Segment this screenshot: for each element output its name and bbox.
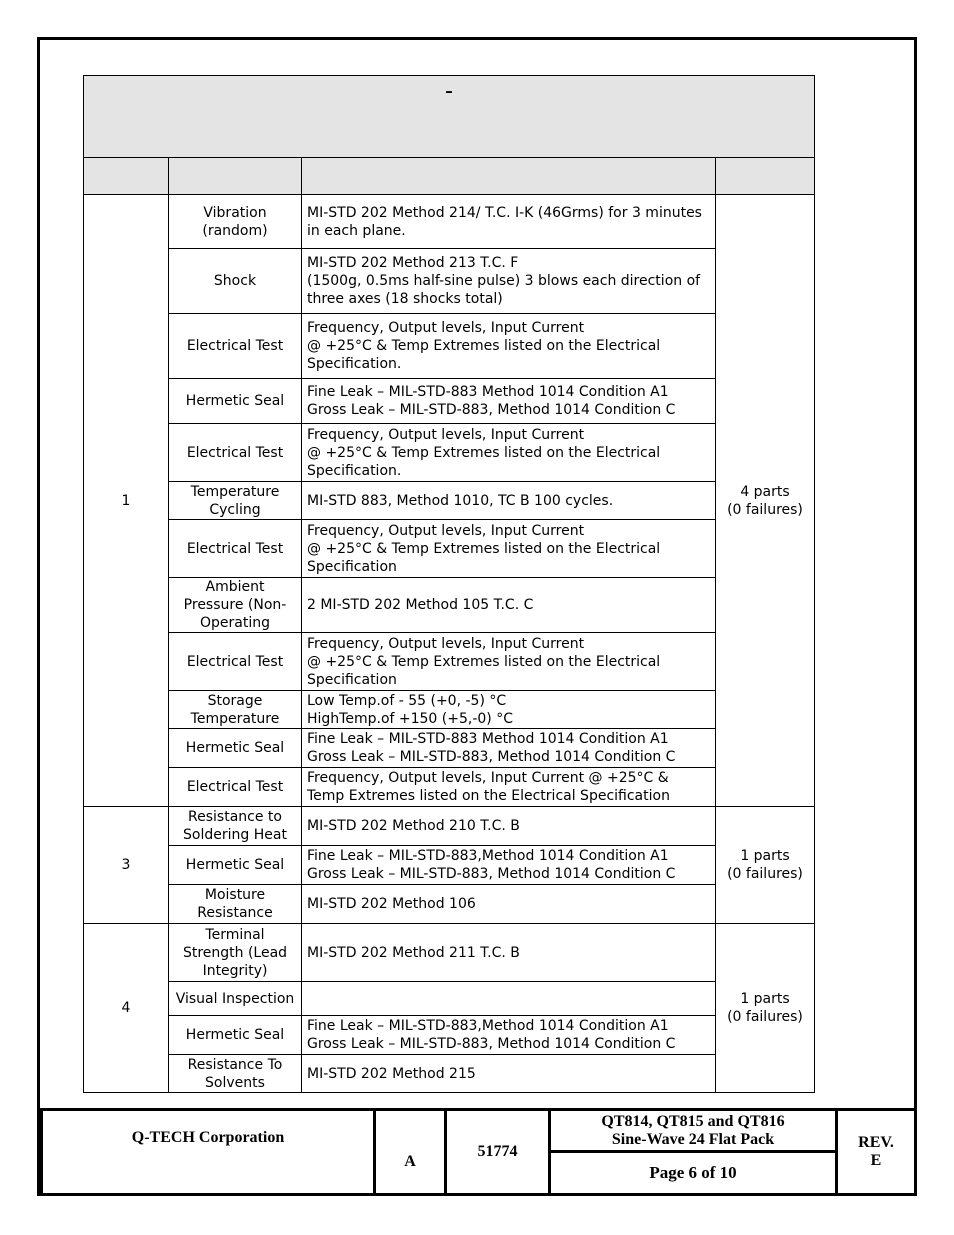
test-name: Shock — [169, 249, 302, 314]
failures-count: (0 failures) — [727, 866, 803, 882]
method-line: Frequency, Output levels, Input Current — [307, 426, 585, 443]
method-line: Gross Leak – MIL-STD-883, Method 1014 Condition C — [307, 402, 676, 418]
table-row — [84, 768, 815, 807]
method-line: Gross Leak – MIL-STD-883, Method 1014 Condition C — [307, 866, 676, 882]
header-cell-group — [84, 158, 169, 195]
qualification-table — [83, 75, 815, 1093]
company-name: Q-TECH Corporation — [42, 1110, 375, 1195]
revision — [837, 1110, 916, 1195]
method-line: Gross Leak – MIL-STD-883, Method 1014 Condition C — [307, 1036, 676, 1052]
method-line: Fine Leak – MIL-STD-883,Method 1014 Condition A1 — [307, 1018, 669, 1034]
table-row — [84, 1016, 815, 1055]
test-method: 2 MI-STD 202 Method 105 T.C. C — [302, 578, 716, 633]
page-number: Page 6 of 10 — [550, 1152, 837, 1195]
sample-quantity — [716, 195, 815, 807]
test-name: Hermetic Seal — [169, 846, 302, 885]
group-number: 1 — [84, 195, 169, 807]
table-row — [84, 633, 815, 691]
test-name: Electrical Test — [169, 768, 302, 807]
table-row — [84, 885, 815, 924]
test-method — [302, 982, 716, 1016]
test-name: Vibration (random) — [169, 195, 302, 249]
header-cell-test — [169, 158, 302, 195]
table-title-row — [84, 76, 815, 158]
test-name: Electrical Test — [169, 633, 302, 691]
test-method: Frequency, Output levels, Input Current @ +25°C & Temp Extremes listed on the Electrical Specification — [302, 768, 716, 807]
method-line: Fine Leak – MIL-STD-883 Method 1014 Condition A1 — [307, 731, 669, 747]
table-row — [84, 807, 815, 846]
table-row — [84, 846, 815, 885]
test-method: MI-STD 883, Method 1010, TC B 100 cycles. — [302, 482, 716, 520]
test-method: MI-STD 202 Method 214/ T.C. I-K (46Grms) for 3 minutes in each plane. — [302, 195, 716, 249]
test-method — [302, 846, 716, 885]
method-line: @ +25°C & Temp Extremes listed on the Electrical Specification — [307, 540, 661, 575]
table-row — [84, 691, 815, 729]
test-method — [302, 691, 716, 729]
test-method: MI-STD 202 Method 210 T.C. B — [302, 807, 716, 846]
table-row — [84, 314, 815, 379]
test-name: Electrical Test — [169, 424, 302, 482]
table-row — [84, 520, 815, 578]
method-line: Gross Leak – MIL-STD-883, Method 1014 Condition C — [307, 749, 676, 765]
table-row — [84, 1055, 815, 1093]
test-name: Resistance to Soldering Heat — [169, 807, 302, 846]
test-method — [302, 633, 716, 691]
table-title: – — [84, 76, 815, 158]
test-method — [302, 314, 716, 379]
failures-count: (0 failures) — [727, 501, 803, 518]
test-method: MI-STD 202 Method 215 — [302, 1055, 716, 1093]
method-line: @ +25°C & Temp Extremes listed on the Electrical Specification — [307, 653, 661, 688]
method-line: @ +25°C & Temp Extremes listed on the Electrical Specification. — [307, 338, 661, 372]
test-name: Electrical Test — [169, 520, 302, 578]
table-row — [84, 578, 815, 633]
test-method — [302, 379, 716, 424]
group-number: 3 — [84, 807, 169, 924]
test-method — [302, 729, 716, 768]
group-number: 4 — [84, 924, 169, 1093]
test-name: Temperature Cycling — [169, 482, 302, 520]
title-block — [40, 1108, 917, 1196]
test-method — [302, 424, 716, 482]
header-cell-quantity — [716, 158, 815, 195]
sample-quantity — [716, 807, 815, 924]
parts-count: 1 parts — [740, 991, 790, 1007]
method-line: Low Temp.of - 55 (+0, -5) °C — [307, 692, 507, 709]
parts-count: 1 parts — [740, 848, 790, 864]
table-row — [84, 729, 815, 768]
test-name: Resistance To Solvents — [169, 1055, 302, 1093]
test-name: Hermetic Seal — [169, 729, 302, 768]
failures-count: (0 failures) — [727, 1009, 803, 1025]
parts-count: 4 parts — [740, 483, 790, 500]
test-name: Hermetic Seal — [169, 1016, 302, 1055]
table-header-row — [84, 158, 815, 195]
revision-label: REV. — [858, 1134, 894, 1151]
method-line: (1500g, 0.5ms half-sine pulse) 3 blows each direction of three axes (18 shocks total) — [307, 273, 701, 307]
product-title-line: Sine-Wave 24 Flat Pack — [611, 1130, 775, 1148]
test-method — [302, 249, 716, 314]
test-method — [302, 1016, 716, 1055]
method-line: Frequency, Output levels, Input Current — [307, 635, 585, 652]
test-name: Hermetic Seal — [169, 379, 302, 424]
table-row — [84, 379, 815, 424]
sample-quantity — [716, 924, 815, 1093]
table-row — [84, 982, 815, 1016]
test-method: MI-STD 202 Method 211 T.C. B — [302, 924, 716, 982]
method-line: MI-STD 202 Method 213 T.C. F — [307, 255, 519, 271]
table-row — [84, 195, 815, 249]
method-line: Fine Leak – MIL-STD-883,Method 1014 Condition A1 — [307, 848, 669, 864]
test-name: Electrical Test — [169, 314, 302, 379]
method-line: Frequency, Output levels, Input Current — [307, 522, 585, 539]
test-name: Moisture Resistance — [169, 885, 302, 924]
method-line: Frequency, Output levels, Input Current — [307, 320, 585, 336]
test-method — [302, 520, 716, 578]
table-row — [84, 249, 815, 314]
document-number: 51774 — [446, 1110, 550, 1195]
table-row — [84, 424, 815, 482]
header-cell-method — [302, 158, 716, 195]
test-name: Storage Temperature — [169, 691, 302, 729]
test-method: MI-STD 202 Method 106 — [302, 885, 716, 924]
table-row — [84, 482, 815, 520]
product-title — [550, 1110, 837, 1152]
test-name: Terminal Strength (Lead Integrity) — [169, 924, 302, 982]
test-name: Ambient Pressure (Non-Operating — [169, 578, 302, 633]
method-line: @ +25°C & Temp Extremes listed on the Electrical Specification. — [307, 444, 661, 479]
table-row — [84, 924, 815, 982]
method-line: Fine Leak – MIL-STD-883 Method 1014 Condition A1 — [307, 384, 669, 400]
document-size: A — [375, 1110, 446, 1195]
product-title-line: QT814, QT815 and QT816 — [601, 1112, 785, 1130]
revision-value: E — [870, 1152, 882, 1169]
method-line: HighTemp.of +150 (+5,-0) °C — [307, 710, 513, 727]
test-name: Visual Inspection — [169, 982, 302, 1016]
